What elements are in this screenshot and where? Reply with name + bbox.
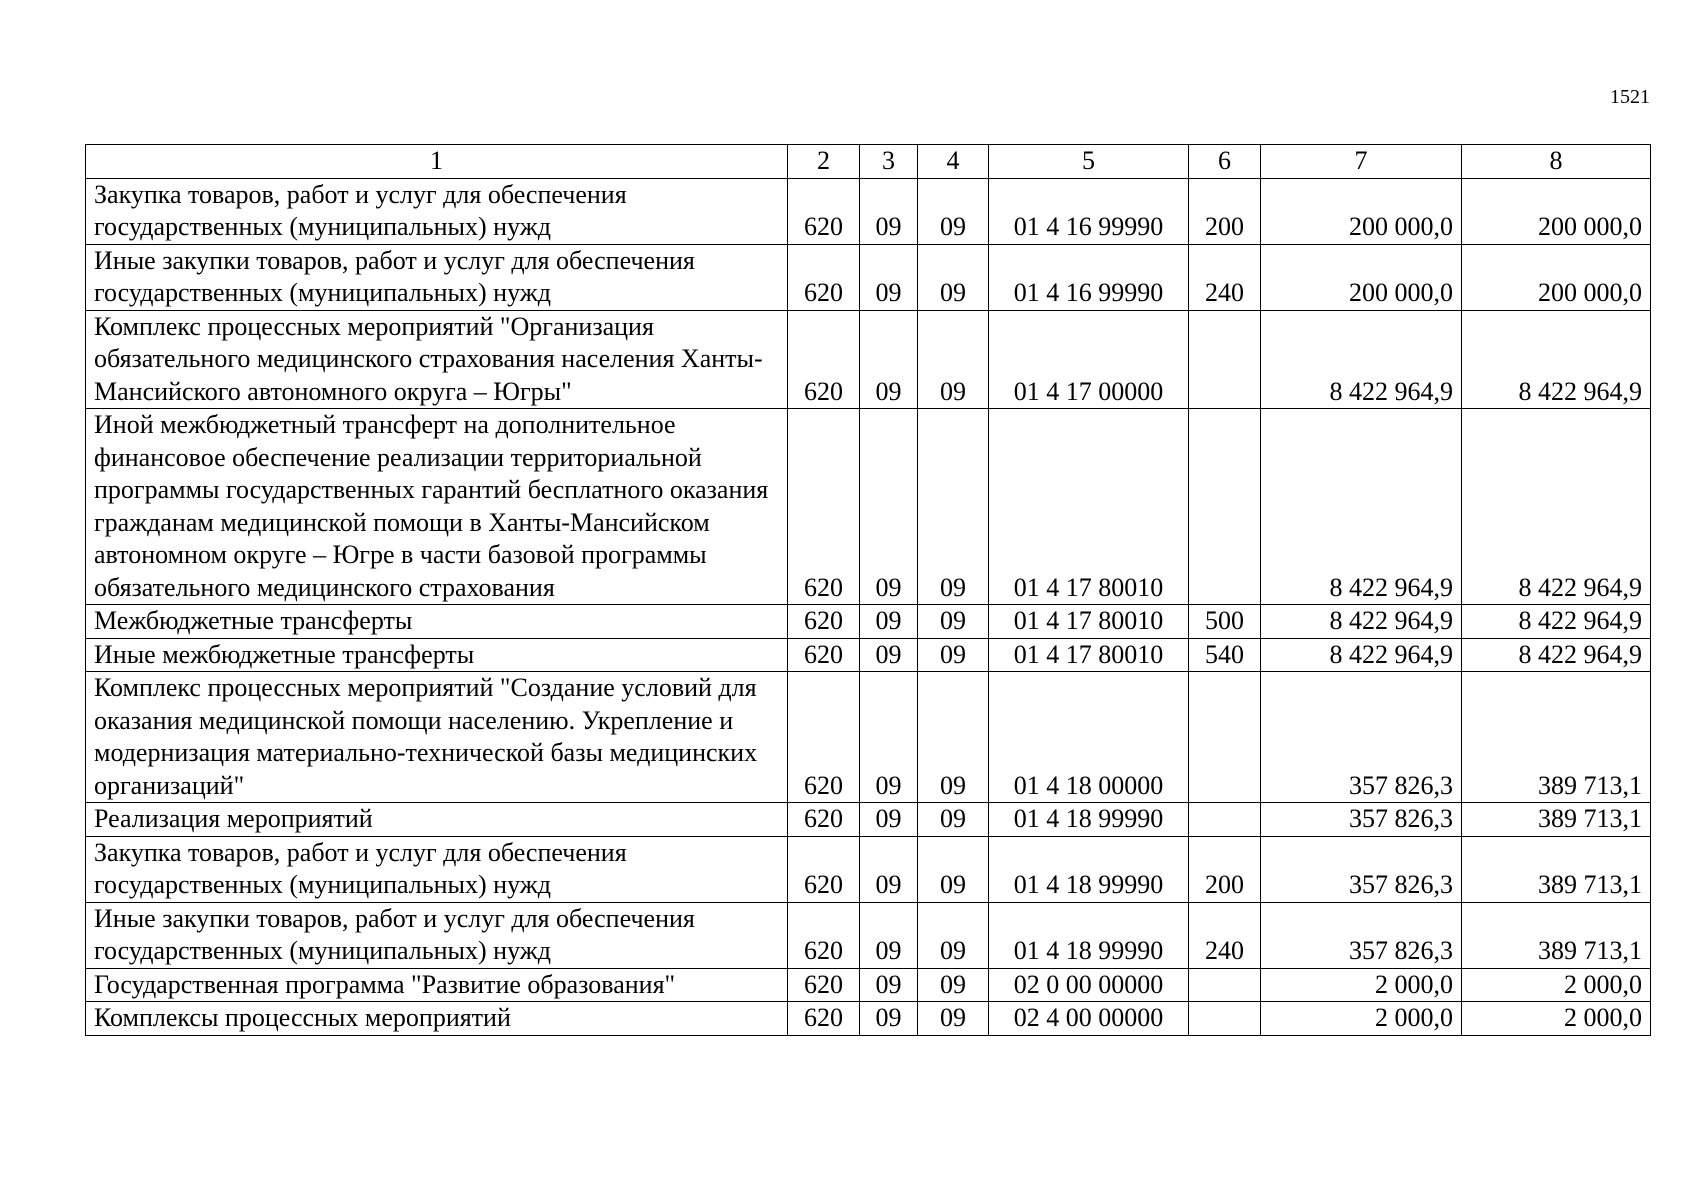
row-name-cell: Иные закупки товаров, работ и услуг для обеспечения государственных (муниципальных) нужд [86, 902, 788, 968]
section-code-cell: 09 [860, 672, 918, 803]
adm-code-cell: 620 [788, 409, 860, 605]
row-name-cell: Комплекс процессных мероприятий "Организация обязательного медицинского страхования населения Ханты-Мансийского автономного округа – Югры" [86, 310, 788, 409]
subsection-code-cell: 09 [918, 968, 989, 1002]
expense-type-cell: 200 [1189, 836, 1261, 902]
amount-year-1-cell: 8 422 964,9 [1261, 409, 1462, 605]
adm-code-cell: 620 [788, 1002, 860, 1036]
amount-year-2-cell: 8 422 964,9 [1462, 638, 1651, 672]
amount-year-2-cell: 2 000,0 [1462, 968, 1651, 1002]
table-row [86, 409, 1651, 605]
amount-year-2-cell: 200 000,0 [1462, 244, 1651, 310]
header-cell: 7 [1261, 145, 1462, 179]
target-article-cell: 01 4 18 99990 [989, 902, 1189, 968]
section-code-cell: 09 [860, 968, 918, 1002]
amount-year-2-cell: 200 000,0 [1462, 178, 1651, 244]
amount-year-1-cell: 357 826,3 [1261, 803, 1462, 837]
adm-code-cell: 620 [788, 672, 860, 803]
table-row [86, 968, 1651, 1002]
adm-code-cell: 620 [788, 902, 860, 968]
header-cell: 2 [788, 145, 860, 179]
header-cell: 8 [1462, 145, 1651, 179]
target-article-cell: 01 4 18 99990 [989, 836, 1189, 902]
table-row [86, 902, 1651, 968]
table-row [86, 178, 1651, 244]
subsection-code-cell: 09 [918, 244, 989, 310]
adm-code-cell: 620 [788, 803, 860, 837]
subsection-code-cell: 09 [918, 178, 989, 244]
amount-year-2-cell: 8 422 964,9 [1462, 310, 1651, 409]
target-article-cell: 01 4 17 80010 [989, 409, 1189, 605]
row-name-cell: Комплексы процессных мероприятий [86, 1002, 788, 1036]
target-article-cell: 01 4 17 80010 [989, 638, 1189, 672]
section-code-cell: 09 [860, 244, 918, 310]
amount-year-1-cell: 357 826,3 [1261, 836, 1462, 902]
table-row [86, 836, 1651, 902]
target-article-cell: 01 4 18 00000 [989, 672, 1189, 803]
table-row [86, 310, 1651, 409]
amount-year-1-cell: 357 826,3 [1261, 902, 1462, 968]
adm-code-cell: 620 [788, 836, 860, 902]
header-cell: 5 [989, 145, 1189, 179]
row-name-cell: Государственная программа "Развитие образования" [86, 968, 788, 1002]
section-code-cell: 09 [860, 605, 918, 639]
amount-year-2-cell: 8 422 964,9 [1462, 605, 1651, 639]
target-article-cell: 01 4 16 99990 [989, 178, 1189, 244]
section-code-cell: 09 [860, 1002, 918, 1036]
expense-type-cell [1189, 672, 1261, 803]
table-body [86, 145, 1651, 1036]
target-article-cell: 02 0 00 00000 [989, 968, 1189, 1002]
target-article-cell: 01 4 16 99990 [989, 244, 1189, 310]
header-cell: 4 [918, 145, 989, 179]
target-article-cell: 01 4 17 00000 [989, 310, 1189, 409]
adm-code-cell: 620 [788, 968, 860, 1002]
amount-year-1-cell: 8 422 964,9 [1261, 310, 1462, 409]
amount-year-2-cell: 2 000,0 [1462, 1002, 1651, 1036]
section-code-cell: 09 [860, 902, 918, 968]
budget-table [85, 144, 1651, 1036]
row-name-cell: Комплекс процессных мероприятий "Создание условий для оказания медицинской помощи населению. Укрепление и модернизация материально-технической базы медицинских организаций" [86, 672, 788, 803]
amount-year-2-cell: 389 713,1 [1462, 902, 1651, 968]
section-code-cell: 09 [860, 310, 918, 409]
amount-year-1-cell: 8 422 964,9 [1261, 605, 1462, 639]
expense-type-cell: 240 [1189, 902, 1261, 968]
table-header-row [86, 145, 1651, 179]
amount-year-1-cell: 2 000,0 [1261, 1002, 1462, 1036]
amount-year-2-cell: 8 422 964,9 [1462, 409, 1651, 605]
subsection-code-cell: 09 [918, 803, 989, 837]
subsection-code-cell: 09 [918, 672, 989, 803]
section-code-cell: 09 [860, 638, 918, 672]
target-article-cell: 02 4 00 00000 [989, 1002, 1189, 1036]
adm-code-cell: 620 [788, 638, 860, 672]
row-name-cell: Иные межбюджетные трансферты [86, 638, 788, 672]
table-row [86, 638, 1651, 672]
table-row [86, 605, 1651, 639]
expense-type-cell: 540 [1189, 638, 1261, 672]
page-number: 1521 [1610, 86, 1650, 108]
expense-type-cell [1189, 968, 1261, 1002]
amount-year-2-cell: 389 713,1 [1462, 803, 1651, 837]
expense-type-cell: 240 [1189, 244, 1261, 310]
expense-type-cell [1189, 803, 1261, 837]
target-article-cell: 01 4 17 80010 [989, 605, 1189, 639]
expense-type-cell [1189, 409, 1261, 605]
amount-year-1-cell: 200 000,0 [1261, 178, 1462, 244]
header-cell: 1 [86, 145, 788, 179]
subsection-code-cell: 09 [918, 836, 989, 902]
row-name-cell: Закупка товаров, работ и услуг для обеспечения государственных (муниципальных) нужд [86, 178, 788, 244]
amount-year-2-cell: 389 713,1 [1462, 836, 1651, 902]
adm-code-cell: 620 [788, 605, 860, 639]
header-cell: 3 [860, 145, 918, 179]
amount-year-2-cell: 389 713,1 [1462, 672, 1651, 803]
row-name-cell: Иной межбюджетный трансферт на дополнительное финансовое обеспечение реализации территориальной программы государственных гарантий бесплатного оказания гражданам медицинской помощи в Ханты-Мансийском автономном округе – Югре в части базовой программы обязательного медицинского страхования [86, 409, 788, 605]
subsection-code-cell: 09 [918, 902, 989, 968]
expense-type-cell [1189, 1002, 1261, 1036]
table-row [86, 244, 1651, 310]
section-code-cell: 09 [860, 803, 918, 837]
expense-type-cell: 200 [1189, 178, 1261, 244]
section-code-cell: 09 [860, 836, 918, 902]
table-row [86, 1002, 1651, 1036]
expense-type-cell [1189, 310, 1261, 409]
table-row [86, 672, 1651, 803]
row-name-cell: Иные закупки товаров, работ и услуг для обеспечения государственных (муниципальных) нужд [86, 244, 788, 310]
subsection-code-cell: 09 [918, 638, 989, 672]
amount-year-1-cell: 8 422 964,9 [1261, 638, 1462, 672]
target-article-cell: 01 4 18 99990 [989, 803, 1189, 837]
amount-year-1-cell: 2 000,0 [1261, 968, 1462, 1002]
subsection-code-cell: 09 [918, 1002, 989, 1036]
expense-type-cell: 500 [1189, 605, 1261, 639]
subsection-code-cell: 09 [918, 605, 989, 639]
subsection-code-cell: 09 [918, 409, 989, 605]
section-code-cell: 09 [860, 409, 918, 605]
adm-code-cell: 620 [788, 244, 860, 310]
amount-year-1-cell: 357 826,3 [1261, 672, 1462, 803]
row-name-cell: Закупка товаров, работ и услуг для обеспечения государственных (муниципальных) нужд [86, 836, 788, 902]
table-row [86, 803, 1651, 837]
section-code-cell: 09 [860, 178, 918, 244]
adm-code-cell: 620 [788, 310, 860, 409]
adm-code-cell: 620 [788, 178, 860, 244]
row-name-cell: Межбюджетные трансферты [86, 605, 788, 639]
amount-year-1-cell: 200 000,0 [1261, 244, 1462, 310]
header-cell: 6 [1189, 145, 1261, 179]
row-name-cell: Реализация мероприятий [86, 803, 788, 837]
subsection-code-cell: 09 [918, 310, 989, 409]
